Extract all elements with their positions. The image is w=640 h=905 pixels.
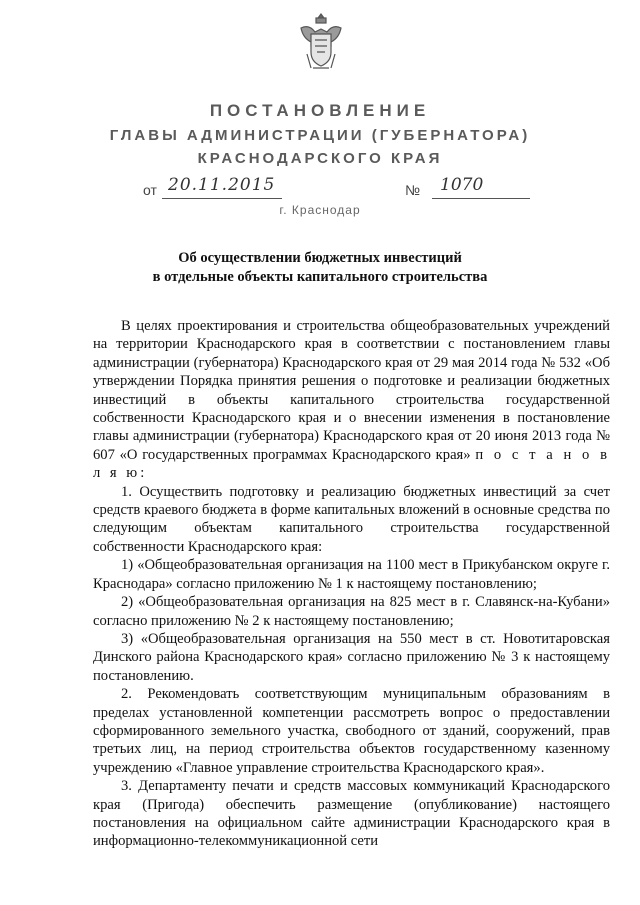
coat-of-arms-emblem (295, 10, 347, 74)
handwritten-number: 1070 (440, 175, 484, 195)
document-title-line1: Об осуществлении бюджетных инвестиций (178, 250, 462, 266)
clause-1-item-1: 1) «Общеобразовательная организация на 1100 мест в Прикубанском округе г. Краснодара» согласно приложению № 1 к настоящему постановлению; (93, 557, 610, 592)
resolve-word: п о с т а н о в л я ю: (93, 446, 610, 482)
clause-1-item-2: 2) «Общеобразовательная организация на 825 мест в г. Славянск-на-Кубани» согласно приложению № 2 к настоящему постановлению; (93, 594, 610, 629)
clause-1-item-3: 3) «Общеобразовательная организация на 550 мест в ст. Новотитаровская Динского района Краснодарского края» согласно приложению № 3 к настоящему постановлению. (93, 630, 610, 684)
document-title-line2: в отдельные объекты капитального строительства (152, 269, 488, 285)
intro-paragraph (93, 317, 610, 483)
clause-1: 1. Осуществить подготовку и реализацию бюджетных инвестиций за счет средств краевого бюджета в форме капитальных вложений в основные средства по следующим объектам капитального строительства государственной собственности Краснодарского края: (93, 483, 610, 555)
handwritten-date: 20.11.2015 (168, 175, 276, 195)
clause-2: 2. Рекомендовать соответствующим муниципальным образованиям в пределах установленной компетенции рассмотреть вопрос о предоставлении сформированного земельного участка, свободного от зданий, сооружений, прав третьих лиц, на период строительства объектов государственному казенному учреждению «Главное управление строительства Краснодарского края». (93, 686, 610, 776)
clause-3: 3. Департаменту печати и средств массовых коммуникаций Краснодарского края (Пригода) обеспечить размещение (опубликование) настоящего постановления на официальном сайте администрации Краснодарского края в информационно-телекоммуникационной сети (93, 778, 610, 850)
date-underline (162, 198, 282, 199)
issuer-heading: ГЛАВЫ АДМИНИСТРАЦИИ (ГУБЕРНАТОРА) (109, 127, 531, 144)
document-body (93, 317, 610, 851)
document-type-heading: ПОСТАНОВЛЕНИЕ (209, 101, 431, 120)
date-label: от (143, 182, 157, 198)
region-heading: КРАСНОДАРСКОГО КРАЯ (197, 150, 443, 167)
city-label: г. Краснодар (279, 203, 361, 217)
number-label: № (405, 182, 421, 198)
number-underline (432, 198, 530, 199)
intro-text: В целях проектирования и строительства общеобразовательных учреждений на территории Краснодарского края в соответствии с постановлением главы администрации (губернатора) Краснодарского края от 29 мая 2014 года № 532 «Об утверждении Порядка принятия решения о подготовке и реализации бюджетных инвестиций в объекты капитального строительства государственной собственности Краснодарского края и о внесении изменения в постановление главы администрации (губернатора) Краснодарского края от 20 июня 2013 года № 607 «О государственных программах Краснодарского края» (93, 318, 610, 463)
